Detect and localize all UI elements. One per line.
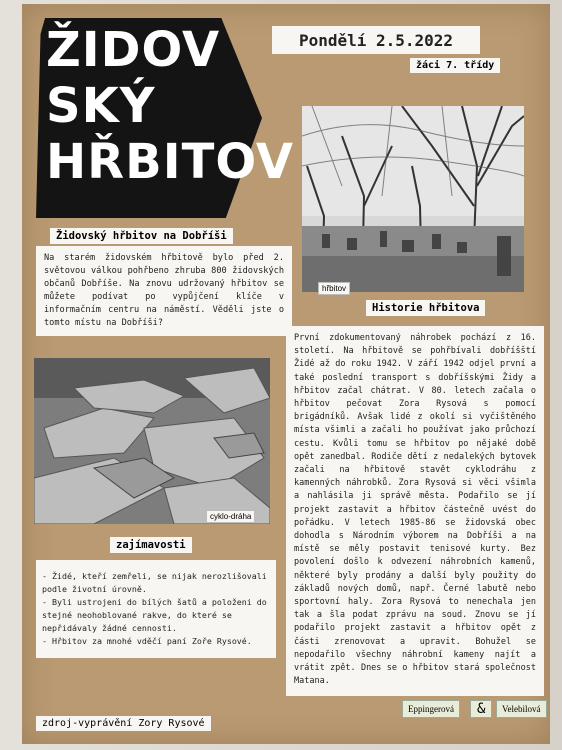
title-line-3: HŘBITOV — [46, 134, 294, 190]
intro-paragraph: Na starém židovském hřbitově bylo před 2. světovou válkou pohřbeno zhruba 800 židovských občanů Dobříše. Na znovu udržovaný hřbitov se můžete podívat po vypůjčení klíče v informačním centru na náměstí. Věděli jste o tomto místu na Dobříši? — [36, 246, 292, 336]
cyclodrome-photo-image — [34, 358, 270, 524]
title-line-2: SKÝ — [46, 78, 156, 134]
facts-heading: zajímavosti — [110, 537, 192, 553]
history-paragraph: První zdokumentovaný náhrobek pochází z 16. století. Na hřbitově se pohřbívali dobříšští Židé až do roku 1942. V září 1942 odjel první a také poslední transport s dobříšskými Židy a hřbitov začal chátrat. V 80. letech začala o hřbitov pečovat Zora Rysová s pomocí brigádníků. Avšak lidé z okolí si vyčištěného místa všimli a začali ho používat jako průchozí cestu. Kvůli tomu se hřbitov po nějaké době opět zanedbal. Rodiče dětí z nedalekých bytovek začali na hřbitově stavět cyklodráhu z kamenných náhrobků. Zora Rysová si věci všimla a nahlásila ji správě města. Podařilo se jí projekt zastavit a hřbitov částečně uvést do pořádku. V letech 1985-86 se židovská obec dohodla s Národním výborem na Dobříši a na místě se měly postavit tenisové kurty. Bez povolení došlo k odvezení náhrobních kamenů, některé byly prodány a další byly použity do základů nových domů, např. Černé labutě nebo sportovní haly. Zora Rysová to nenechala jen tak a šla podat zprávu na soud. Znovu se jí podařilo projekt zastavit a hřbitov opět z části zrenovovat a upravit. Bohužel se nepodařilo všechny náhrobní kameny najít a vrátit zpět. Dnes se o hřbitov stará společnost Matana. — [286, 326, 544, 696]
cemetery-photo-caption: hřbitov — [318, 282, 350, 295]
fact-item: - Židé, kteří zemřeli, se nijak nerozlišovali podle životní úrovně. — [42, 571, 267, 594]
author-2: Velebilová — [496, 700, 547, 718]
poster-title — [46, 22, 294, 190]
facts-box — [36, 560, 276, 658]
cemetery-photo — [302, 106, 524, 292]
fact-item: - Hřbitov za mnohé vděčí paní Zoře Rysové. — [42, 636, 252, 646]
cyclodrome-photo — [34, 358, 270, 524]
history-heading: Historie hřbitova — [366, 300, 485, 316]
dobris-heading: Židovský hřbitov na Dobříši — [50, 228, 233, 244]
ampersand: & — [470, 700, 492, 718]
author-1: Eppingerová — [402, 700, 460, 718]
source-label: zdroj-vyprávění Zory Rysové — [36, 716, 211, 731]
cemetery-photo-image — [302, 106, 524, 292]
fact-item: - Byli ustrojeni do bílých šatů a položeni do stejné neohoblované rakve, do které se nepřidávaly žádné cennosti. — [42, 597, 267, 633]
date-label: Pondělí 2.5.2022 — [272, 26, 480, 54]
title-line-1: ŽIDOV — [46, 22, 221, 78]
class-label: žáci 7. třídy — [410, 58, 500, 73]
cyclodrome-photo-caption: cyklo-dráha — [206, 510, 255, 523]
